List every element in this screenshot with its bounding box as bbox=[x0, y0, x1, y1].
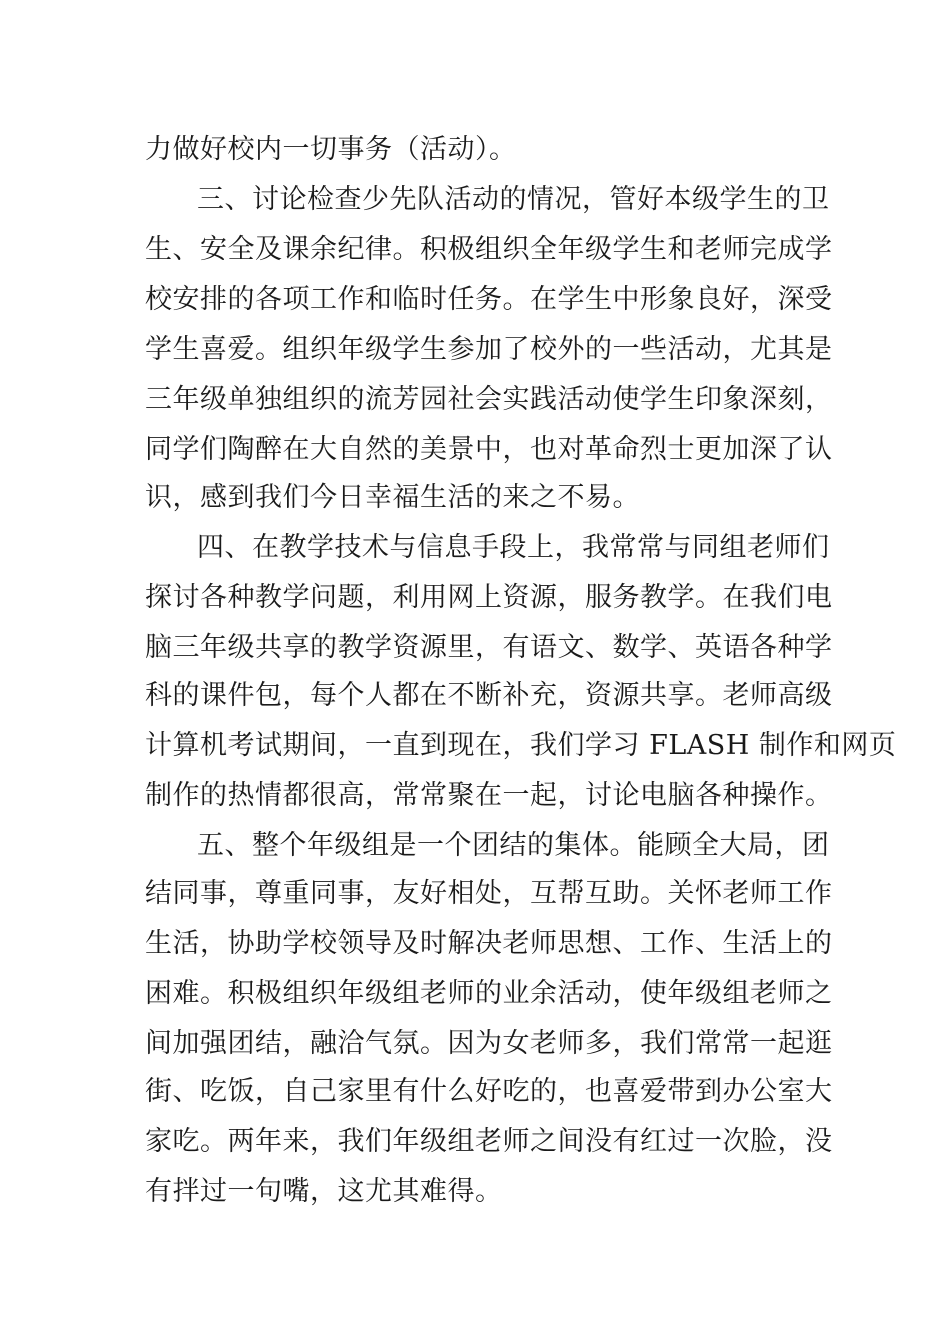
paragraph-4-start: 四、在教学技术与信息手段上，我常常与同组老师们 bbox=[197, 532, 830, 563]
text-line: 生、安全及课余纪律。积极组织全年级学生和老师完成学 bbox=[145, 234, 833, 265]
text-line: 三年级单独组织的流芳园社会实践活动使学生印象深刻， bbox=[145, 384, 833, 415]
text-line: 学生喜爱。组织年级学生参加了校外的一些活动，尤其是 bbox=[145, 334, 833, 365]
text-line: 科的课件包，每个人都在不断补充，资源共享。老师高级 bbox=[145, 680, 833, 711]
text-line: 计算机考试期间，一直到现在，我们学习 FLASH 制作和网页 bbox=[145, 730, 897, 761]
text-line: 校安排的各项工作和临时任务。在学生中形象良好，深受 bbox=[145, 284, 833, 315]
text-line: 困难。积极组织年级组老师的业余活动，使年级组老师之 bbox=[145, 978, 833, 1009]
text-line: 生活，协助学校领导及时解决老师思想、工作、生活上的 bbox=[145, 928, 833, 959]
paragraph-5-start: 五、整个年级组是一个团结的集体。能顾全大局，团 bbox=[197, 830, 830, 861]
text-line: 探讨各种教学问题，利用网上资源，服务教学。在我们电 bbox=[145, 582, 833, 613]
paragraph-3-start: 三、讨论检查少先队活动的情况，管好本级学生的卫 bbox=[197, 184, 830, 215]
text-line: 有拌过一句嘴，这尤其难得。 bbox=[145, 1176, 503, 1207]
text-line: 制作的热情都很高，常常聚在一起，讨论电脑各种操作。 bbox=[145, 780, 833, 811]
text-line: 街、吃饭，自己家里有什么好吃的，也喜爱带到办公室大 bbox=[145, 1076, 833, 1107]
text-line: 结同事，尊重同事，友好相处，互帮互助。关怀老师工作 bbox=[145, 878, 833, 909]
text-line: 间加强团结，融洽气氛。因为女老师多，我们常常一起逛 bbox=[145, 1028, 833, 1059]
text-line: 家吃。两年来，我们年级组老师之间没有红过一次脸，没 bbox=[145, 1126, 833, 1157]
text-line: 力做好校内一切事务（活动）。 bbox=[145, 134, 517, 165]
text-line: 脑三年级共享的教学资源里，有语文、数学、英语各种学 bbox=[145, 632, 833, 663]
text-line: 识，感到我们今日幸福生活的来之不易。 bbox=[145, 482, 640, 513]
text-line: 同学们陶醉在大自然的美景中，也对革命烈士更加深了认 bbox=[145, 434, 833, 465]
